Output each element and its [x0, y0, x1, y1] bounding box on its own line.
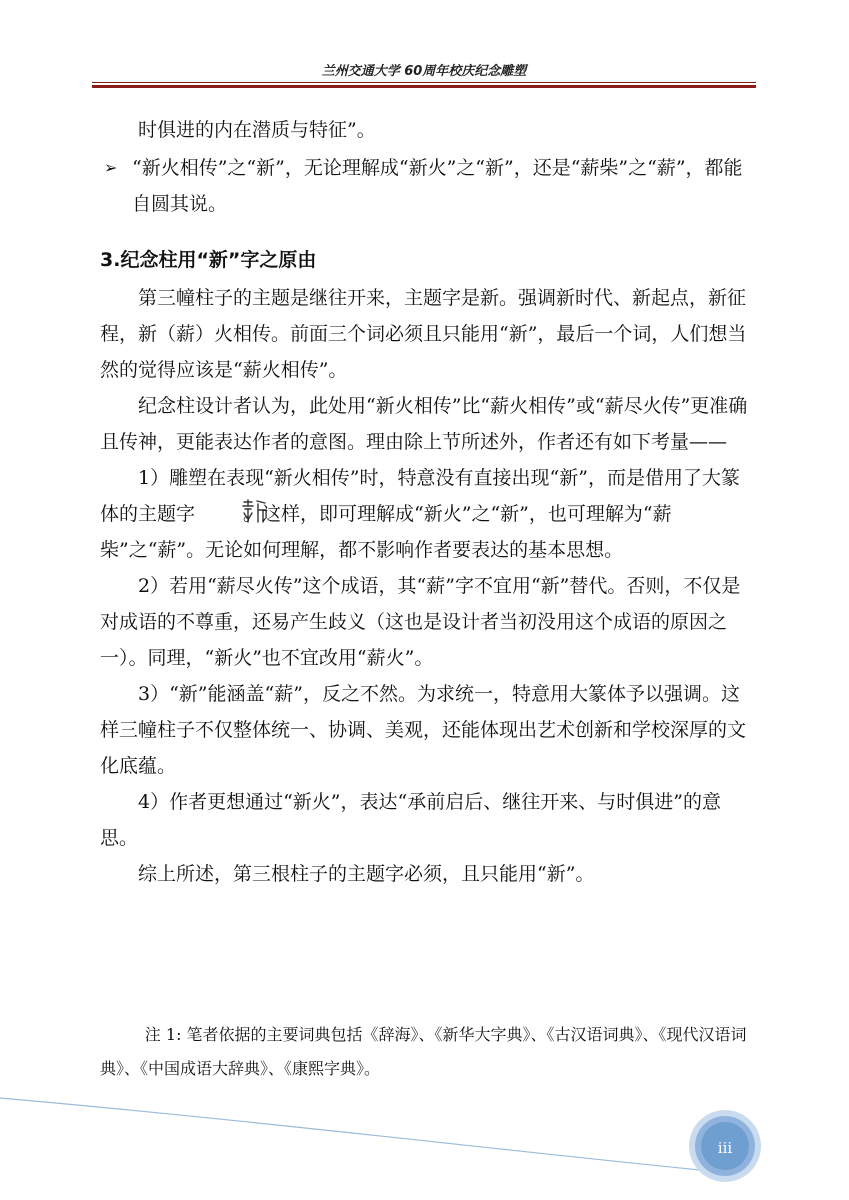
paragraph-theme: 第三幢柱子的主题是继往开来，主题字是新。强调新时代、新起点，新征程，新（薪）火相传。前面三个词必须且只能用“新”，最后一个词，人们想当然的觉得应该是“薪火相传”。	[100, 287, 747, 381]
footer-curve-line	[0, 1098, 700, 1170]
page-body	[100, 112, 748, 892]
running-header: 兰州交通大学 60周年校庆纪念雕塑	[321, 64, 527, 79]
paragraph-designer-view: 纪念柱设计者认为，此处用“新火相传”比“薪火相传”或“薪尽火传”更准确且传神，更能表达作者的意图。理由除上节所述外，作者还有如下考量——	[100, 395, 748, 453]
reason-item-4: 4）作者更想通过“新火”，表达“承前启后、继往开来、与时俱进”的意思。	[100, 791, 721, 849]
section-heading: 3.纪念柱用“新”字之原由	[100, 249, 317, 271]
footnote: 注 1: 笔者依据的主要词典包括《辞海》、《新华大字典》、《古汉语词典》、《现代汉语词典》、《中国成语大辞典》、《康熙字典》。	[100, 1025, 747, 1078]
bullet-text: “新火相传”之“新”，无论理解成“新火”之“新”，还是“薪柴”之“薪”，都能自圆其说。	[132, 157, 743, 215]
arrow-bullet-icon: ➢	[104, 158, 118, 177]
continued-line: 时俱进的内在潜质与特征”。	[138, 119, 376, 141]
reason-item-1	[100, 460, 748, 568]
reason-item-2: 2）若用“薪尽火传”这个成语，其“薪”字不宜用“新”替代。否则，不仅是对成语的不尊重，还易产生歧义（这也是设计者当初没用这个成语的原因之一）。同理，“新火”也不宜改用“薪火”。	[100, 575, 741, 669]
page-number: iii	[717, 1139, 733, 1157]
conclusion: 综上所述，第三根柱子的主题字必须，且只能用“新”。	[138, 863, 595, 885]
seal-script-character-icon	[203, 498, 231, 524]
reason-item-3: 3）“新”能涵盖“薪”，反之不然。为求统一，特意用大篆体予以强调。这样三幢柱子不仅整体统一、协调、美观，还能体现出艺术创新和学校深厚的文化底蕴。	[100, 683, 747, 777]
header-rule-thin	[92, 82, 756, 83]
bullet-item	[100, 150, 748, 222]
header-rule-thick	[92, 85, 756, 88]
reason-item-1-after: 。这样，即可理解成“新火”之“新”，也可理解为“薪柴”之“薪”。无论如何理解，都不影响作者要表达的基本思想。	[100, 503, 672, 561]
reason-item-1-before: 1）雕塑在表现“新火相传”时，特意没有直接出现“新”，而是借用了大篆体的主题字	[100, 467, 740, 525]
